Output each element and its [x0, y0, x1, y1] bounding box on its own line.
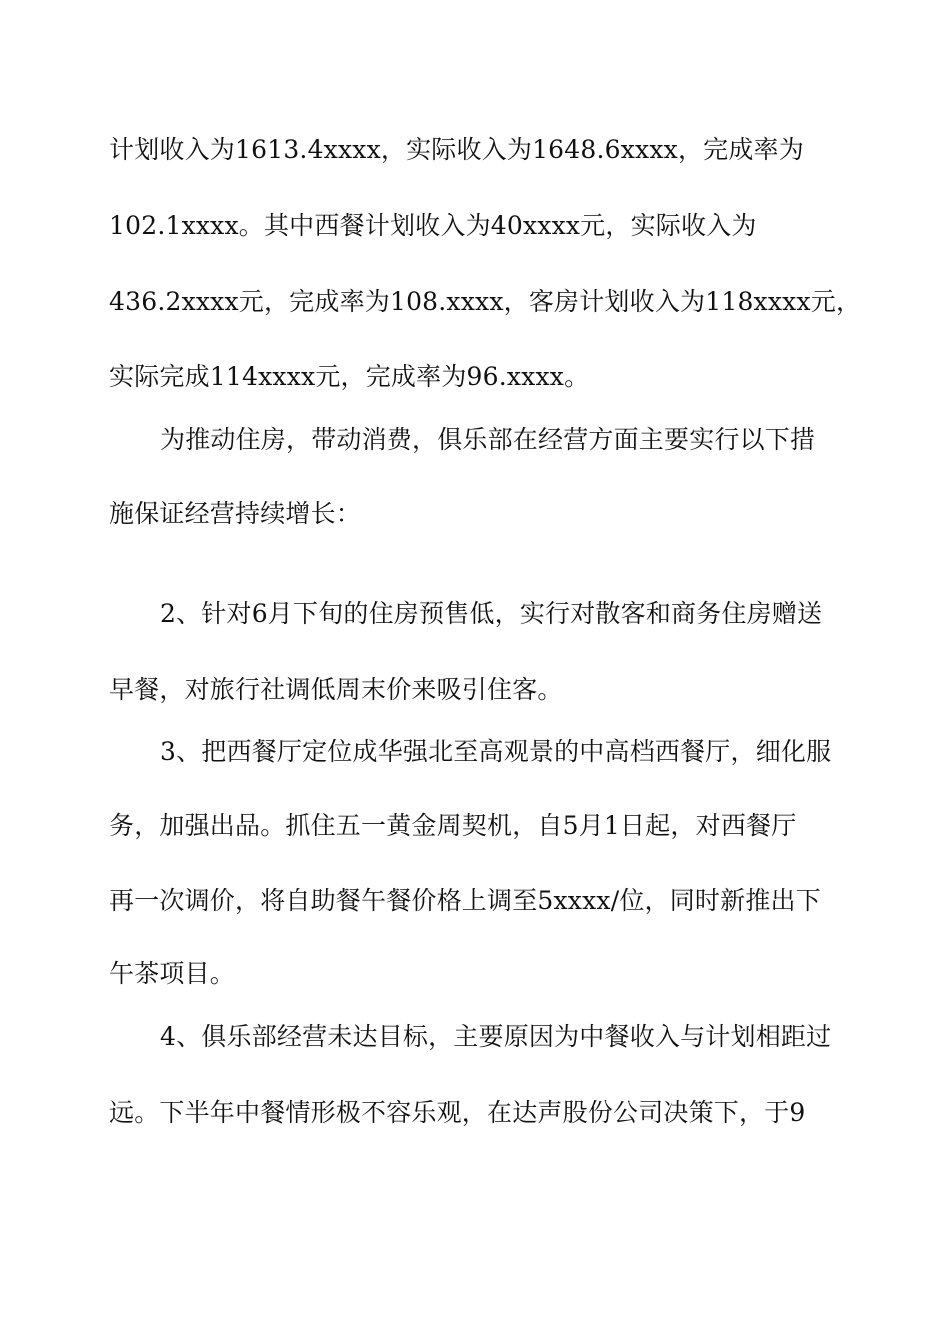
- text-line: 102.1xxxx。其中西餐计划收入为40xxxx元，实际收入为: [109, 211, 757, 240]
- text-line: 计划收入为1613.4xxxx，实际收入为1648.6xxxx，完成率为: [109, 135, 804, 164]
- list-item-first-line: 2、针对6月下旬的住房预售低，实行对散客和商务住房赠送: [160, 599, 823, 628]
- text-line: 再一次调价，将自助餐午餐价格上调至5xxxx/位，同时新推出下: [109, 886, 821, 915]
- list-item-first-line: 4、俱乐部经营未达目标，主要原因为中餐收入与计划相距过: [160, 1022, 832, 1051]
- text-line: 436.2xxxx元，完成率为108.xxxx，客房计划收入为118xxxx元，: [109, 287, 862, 316]
- text-line: 早餐，对旅行社调低周末价来吸引住客。: [109, 675, 563, 704]
- text-line: 务，加强出品。抓住五一黄金周契机，自5月1日起，对西餐厅: [109, 811, 797, 840]
- text-line: 施保证经营持续增长：: [109, 499, 362, 528]
- paragraph-first-line: 为推动住房，带动消费，俱乐部在经营方面主要实行以下措: [160, 425, 816, 454]
- text-line: 实际完成114xxxx元，完成率为96.xxxx。: [109, 362, 590, 391]
- text-line: 午茶项目。: [109, 959, 236, 988]
- text-line: 远。下半年中餐情形极不容乐观，在达声股份公司决策下，于9: [109, 1098, 806, 1127]
- list-item-first-line: 3、把西餐厅定位成华强北至高观景的中高档西餐厅，细化服: [160, 737, 832, 766]
